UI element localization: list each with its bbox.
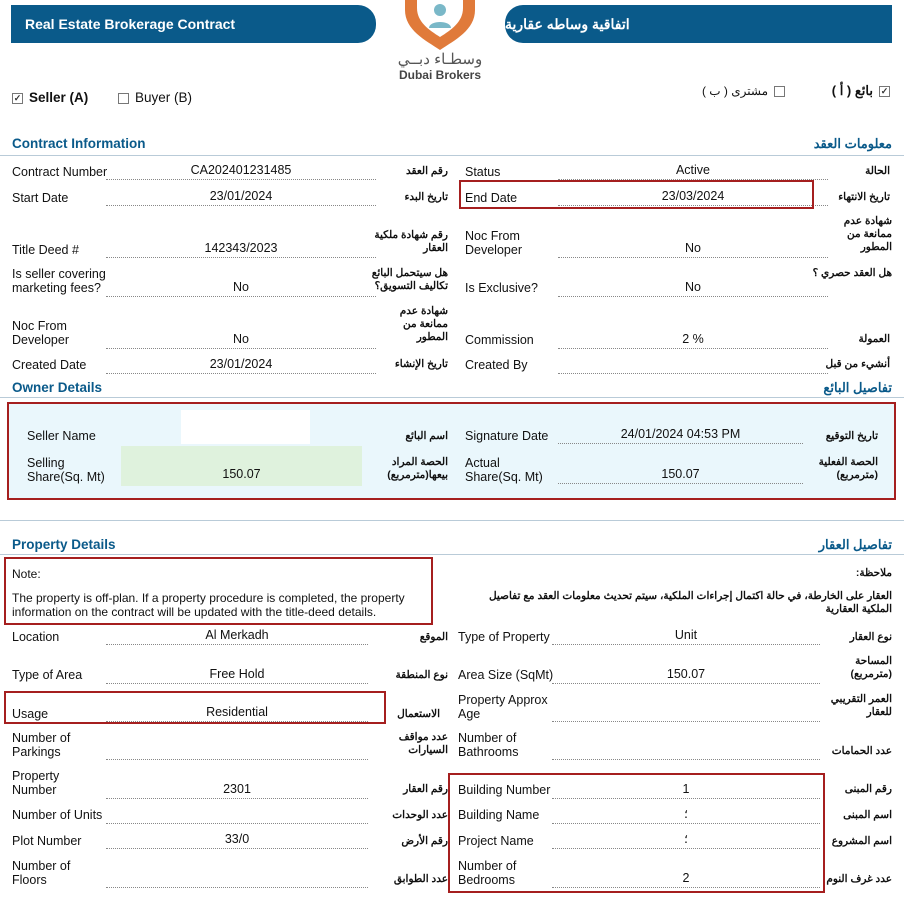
seller-option[interactable]: ✓ Seller (A) [13,90,89,105]
end-date-value: 23/03/2024 [558,189,828,206]
signature-date-label-ar: تاريخ التوقيع [825,430,878,442]
plot-number-label-ar: رقم الأرض [401,835,448,847]
end-date-label-ar: تاريخ الانتهاء [838,191,890,203]
bathrooms-label-ar: عدد الحمامات [831,745,892,757]
floors-label-ar: عدد الطوابق [393,873,448,885]
property-number-label: Property Number [12,769,60,797]
exclusive-value: No [558,280,828,297]
note-text-ar: العقار على الخارطة، في حالة اكتمال إجراءات الملكية، سيتم تحديث معلومات العقد مع تفاصيل الملكية العقارية [488,590,892,615]
created-by-value [558,357,828,374]
usage-label-ar: الاستعمال [397,708,440,720]
property-section-title-ar: تفاصيل العقار [818,537,892,552]
contract-section-title-ar: معلومات العقد [813,136,892,151]
noc-developer-left-label: Noc From Developer [12,319,69,347]
seller-name-label: Seller Name [27,429,96,443]
note-text: The property is off-plan. If a property procedure is completed, the property information on the contract will be updated with the title-deed details. [12,591,405,619]
created-date-label-ar: تاريخ الإنشاء [394,358,448,370]
start-date-label-ar: تاريخ البدء [404,191,448,203]
note-label: Note: [12,567,41,581]
noc-developer-left-label-ar: شهادة عدم ممانعة من المطور [399,305,448,343]
buyer-checkbox[interactable] [118,93,129,104]
owner-section-title: Owner Details [12,380,103,395]
owner-section-title-ar: تفاصيل البائع [823,380,892,395]
exclusive-label: Is Exclusive? [465,281,538,295]
bathrooms-value [552,743,820,760]
actual-share-label: Actual Share(Sq. Mt) [465,456,543,484]
logo-text-ar: وسطـاء دبــي [397,51,483,68]
property-number-value: 2301 [106,782,368,799]
title-deed-label-ar: رقم شهادة ملكية العقار [374,229,448,254]
project-name-value: ؛ [552,832,820,849]
area-size-label-ar: المساحة (مترمربع) [850,655,892,680]
noc-developer-label-ar: شهادة عدم ممانعة من المطور [843,215,892,253]
contract-number-label: Contract Number [12,165,108,179]
type-of-area-label: Type of Area [12,668,83,682]
actual-share-label-ar: الحصة الفعلية (مترمربع) [818,456,878,481]
units-value [106,807,368,824]
commission-value: 2 % [558,332,828,349]
building-name-label-ar: اسم المبنى [843,809,892,821]
bedrooms-value: 2 [552,871,820,888]
contract-number-label-ar: رقم العقد [406,165,448,177]
start-date-value: 23/01/2024 [106,189,376,206]
selling-share-label: Selling Share(Sq. Mt) [27,456,105,484]
page-title-ar: اتفاقية وساطه عقارية [505,15,630,32]
bedrooms-label-ar: عدد غرف النوم [826,873,892,885]
noc-developer-label: Noc From Developer [465,229,522,257]
logo [385,0,495,84]
area-size-value: 150.07 [552,667,820,684]
type-of-area-label-ar: نوع المنطقة [395,669,448,681]
location-label: Location [12,630,60,644]
note-highlight [4,557,433,625]
seller-checkbox[interactable]: ✓ [13,92,22,103]
owner-details-highlight [7,402,896,500]
usage-highlight [4,691,386,724]
actual-share-value: 150.07 [558,467,803,484]
header-banner-en [11,5,376,43]
created-date-value: 23/01/2024 [106,357,376,374]
building-number-value: 1 [552,782,820,799]
location-value: Al Merkadh [106,628,368,645]
contract-number-value: CA202401231485 [106,163,376,180]
contract-section-title: Contract Information [12,136,146,151]
location-label-ar: الموقع [419,631,448,643]
divider [0,397,904,398]
area-size-label: Area Size (SqMt) [458,668,554,682]
buyer-option[interactable]: Buyer (B) [118,90,192,105]
title-deed-value: 142343/2023 [106,241,376,258]
approx-age-value [552,705,820,722]
header-banner-ar [505,5,892,43]
type-of-property-label: Type of Property [458,630,550,644]
building-name-label: Building Name [458,808,540,822]
status-label: Status [465,165,501,179]
page-title-en: Real Estate Brokerage Contract [25,16,236,32]
title-deed-label: Title Deed # [12,243,79,257]
seller-checkbox-ar[interactable]: ✓ [880,86,889,97]
noc-developer-left-value: No [106,332,376,349]
end-date-label: End Date [465,191,518,205]
approx-age-label-ar: العمر التقريبي للعقار [830,693,892,718]
project-name-label: Project Name [458,834,534,848]
note-label-ar: ملاحظة: [855,567,892,579]
project-name-label-ar: اسم المشروع [831,835,892,847]
seller-marketing-label: Is seller covering marketing fees? [12,267,106,295]
units-label: Number of Units [12,808,103,822]
status-label-ar: الحالة [865,165,890,177]
floors-label: Number of Floors [12,859,71,887]
usage-value: Residential [106,705,368,722]
bedrooms-label: Number of Bedrooms [458,859,517,887]
building-name-value: ؛ [552,807,820,824]
selling-share-value: 150.07 [222,467,261,481]
parkings-value [106,743,368,760]
divider [0,520,904,521]
commission-label: Commission [465,333,534,347]
created-by-label: Created By [465,358,528,372]
units-label-ar: عدد الوحدات [392,809,448,821]
building-number-label: Building Number [458,783,551,797]
selling-share-label-ar: الحصة المراد بيعها(مترمربع) [387,456,448,481]
property-number-label-ar: رقم العقار [403,783,448,795]
noc-developer-value: No [558,241,828,258]
signature-date-label: Signature Date [465,429,549,443]
floors-value [106,871,368,888]
logo-icon [385,0,495,50]
created-date-label: Created Date [12,358,87,372]
status-value: Active [558,163,828,180]
parkings-label: Number of Parkings [12,731,71,759]
plot-number-label: Plot Number [12,834,82,848]
plot-number-value: 33/0 [106,832,368,849]
buyer-option-ar[interactable]: مشترى ( ب ) [690,84,785,98]
end-date-highlight [459,180,814,209]
signature-date-value: 24/01/2024 04:53 PM [558,427,803,444]
start-date-label: Start Date [12,191,69,205]
usage-label: Usage [12,707,49,721]
type-of-area-value: Free Hold [106,667,368,684]
building-details-highlight [448,773,825,893]
buyer-checkbox-ar[interactable] [774,86,785,97]
approx-age-label: Property Approx Age [458,693,548,721]
seller-marketing-value: No [106,280,376,297]
property-section-title: Property Details [12,537,116,552]
seller-name-label-ar: اسم البائع [405,430,448,442]
parkings-label-ar: عدد مواقف السيارات [398,731,448,756]
bathrooms-label: Number of Bathrooms [458,731,519,759]
divider [0,554,904,555]
logo-text-en: Dubai Brokers [398,68,482,82]
type-of-property-value: Unit [552,628,820,645]
seller-option-ar[interactable]: ✓بائع ( أ ) [831,83,889,98]
seller-marketing-label-ar: هل سيتحمل البائع تكاليف التسويق؟ [371,267,448,292]
created-by-label-ar: أنشيء من قبل [825,358,890,370]
divider [0,155,904,156]
building-number-label-ar: رقم المبنى [844,783,892,795]
commission-label-ar: العمولة [858,333,890,345]
type-of-property-label-ar: نوع العقار [849,631,892,643]
exclusive-label-ar: هل العقد حصري ؟ [812,267,892,279]
